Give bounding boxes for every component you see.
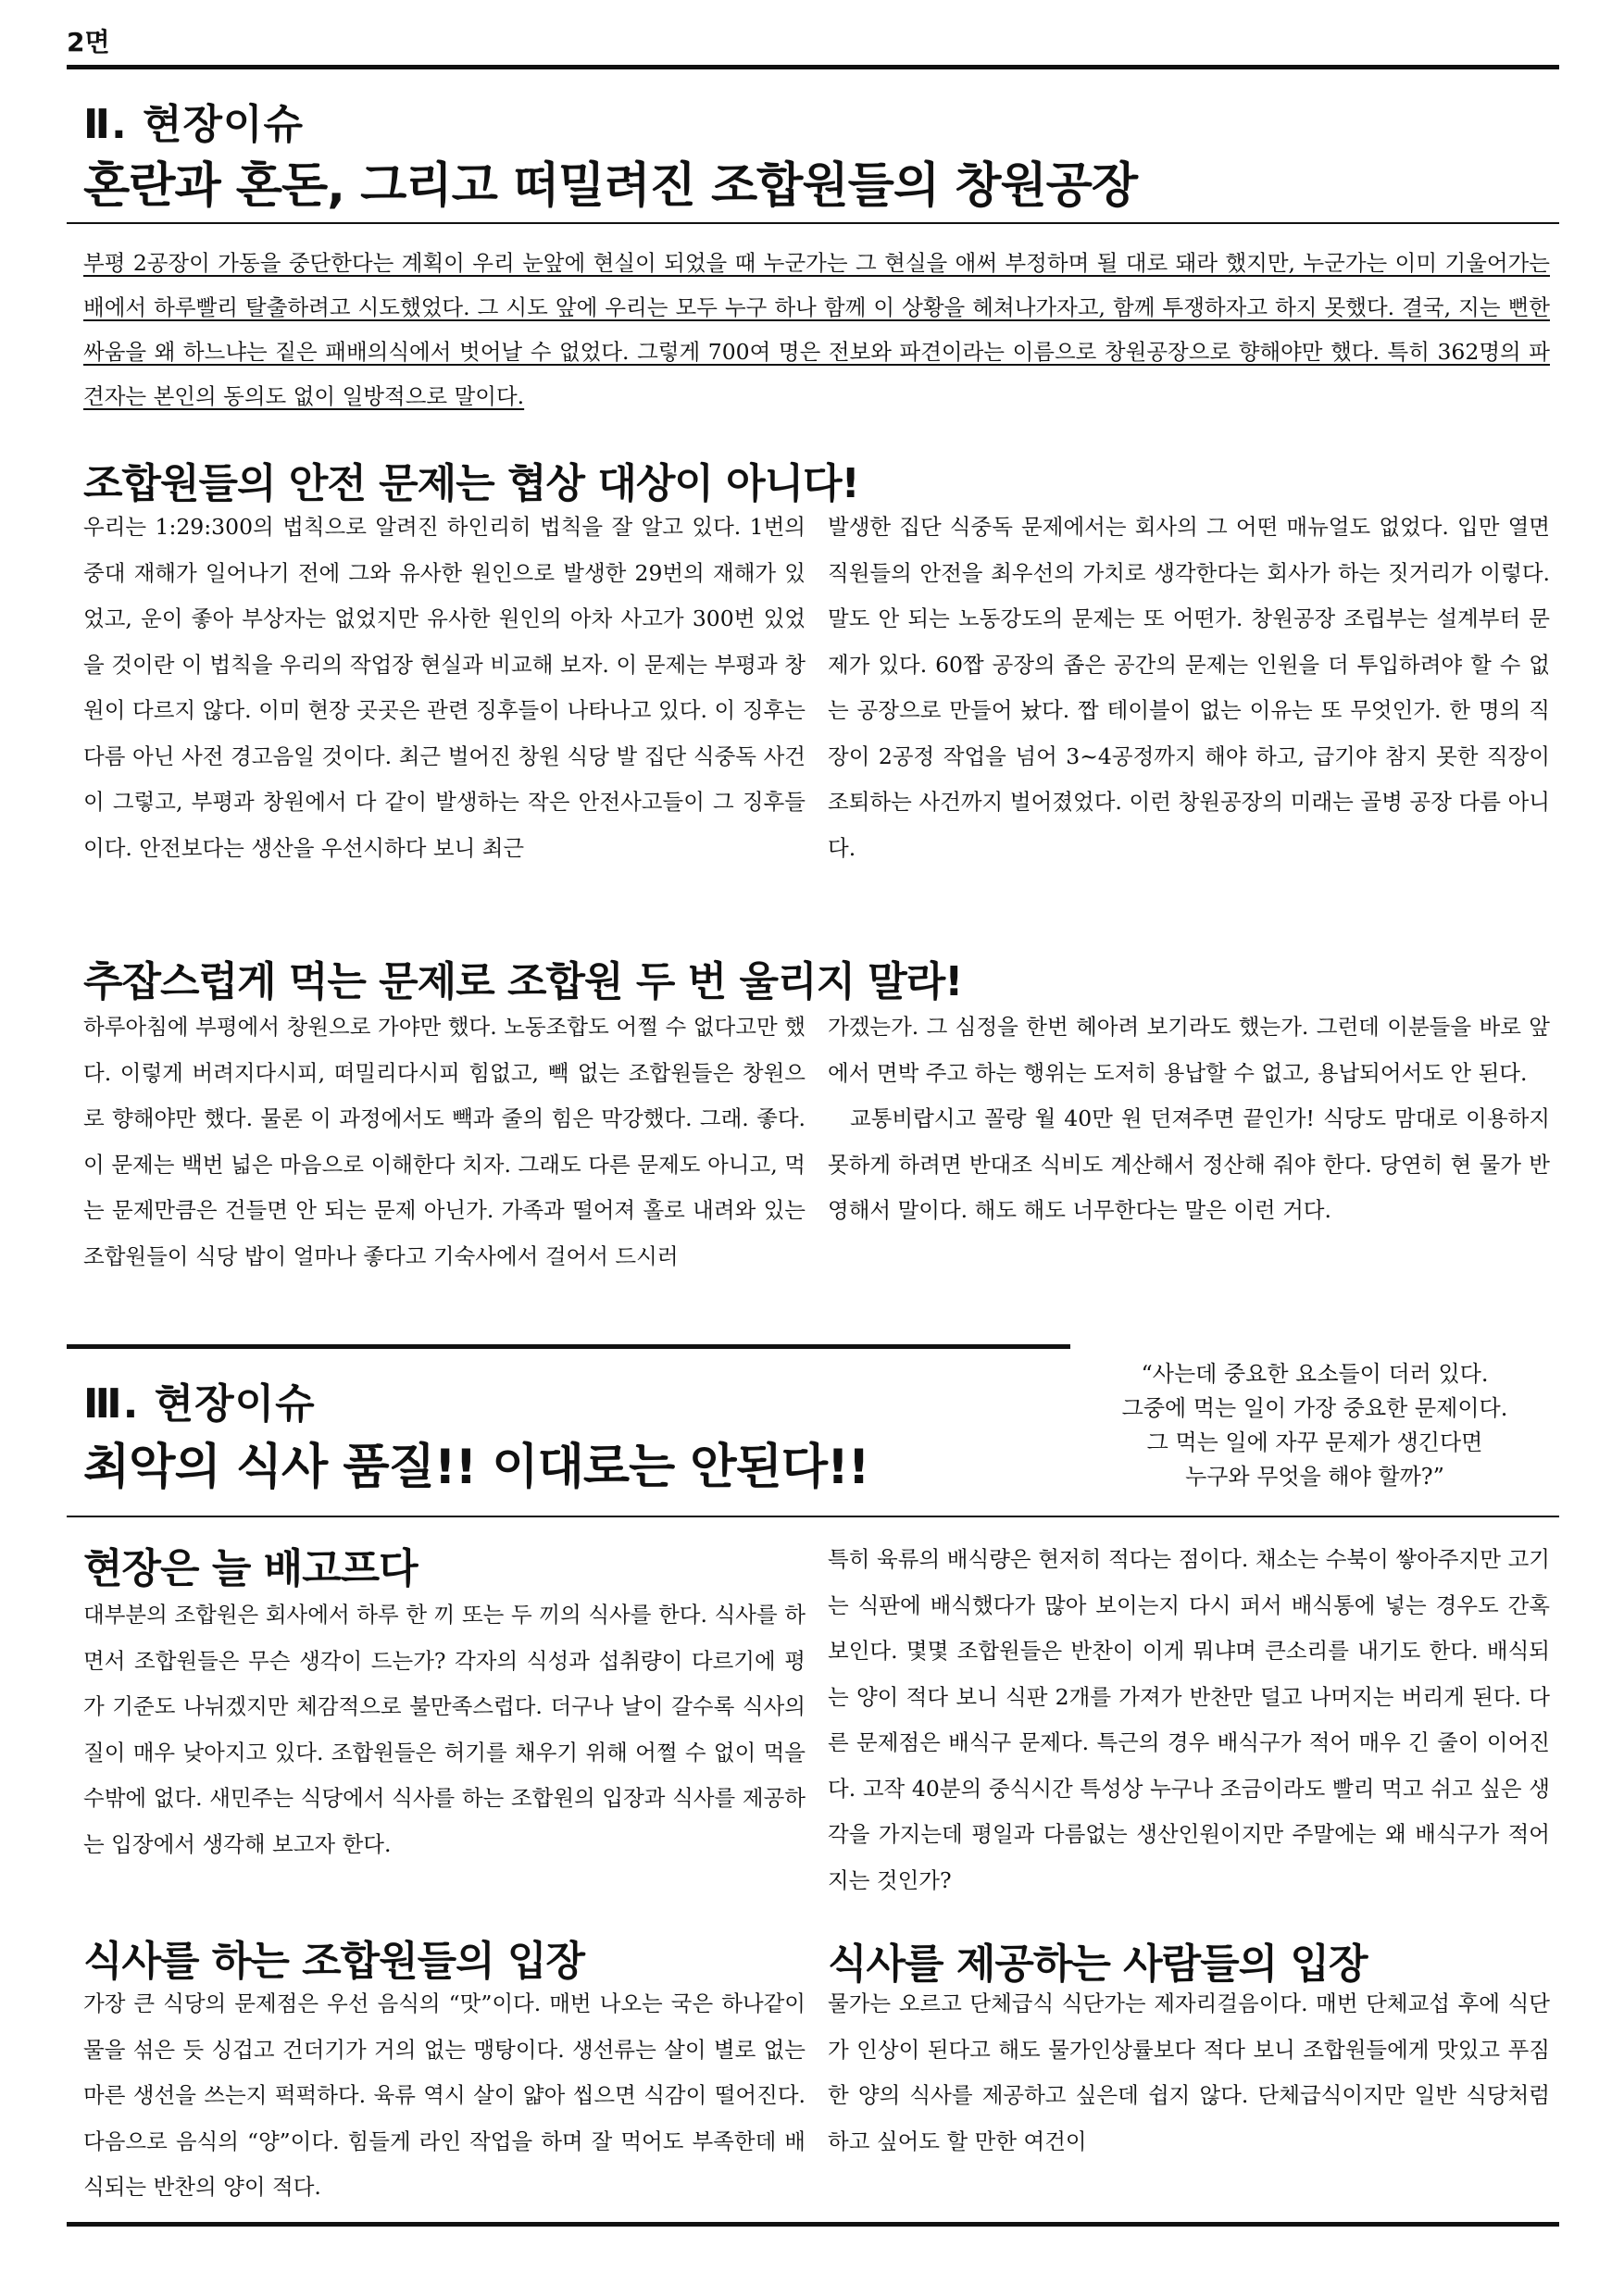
pull-quote (1074, 1357, 1555, 1494)
providers-heading: 식사를 제공하는 사람들의 입장 (828, 1940, 1368, 1988)
pull-quote-line: “사는데 중요한 요소들이 더러 있다. (1141, 1361, 1489, 1387)
meal-right-paragraph: 가겠는가. 그 심정을 한번 헤아려 보기라도 했는가. 그런데 이분들을 바로 앞에서 면박 주고 하는 행위는 도저히 용납할 수 없고, 용납되어서도 안 된다. (828, 1014, 1550, 1086)
safety-heading: 조합원들의 안전 문제는 협상 대상이 아니다! (83, 460, 859, 507)
section2-title: 혼란과 혼돈, 그리고 떠밀려진 조합원들의 창원공장 (83, 158, 1138, 214)
hungry-heading: 현장은 늘 배고프다 (83, 1545, 418, 1592)
safety-left-paragraph: 우리는 1:29:300의 법칙으로 알려진 하인리히 법칙을 잘 알고 있다. 1번의 중대 재해가 일어나기 전에 그와 유사한 원인으로 발생한 29번의 재해가 있었고, 운이 좋아 부상자는 없었지만 유사한 원인의 아차 사고가 300번 있었을 것이란 이 법칙을 우리의 작업장 현실과 비교해 보자. 이 문제는 부평과 창원이 다르지 않다. 이미 현장 곳곳은 관련 징후들이 나타나고 있다. 이 징후는 다름 아닌 사전 경고음일 것이다. 최근 벌어진 창원 식당 발 집단 식중독 사건이 그렇고, 부평과 창원에서 다 같이 발생하는 작은 안전사고들이 그 징후들이다. 안전보다는 생산을 우선시하다 보니 최근 (83, 514, 806, 861)
meal-right-paragraph-2: 교통비랍시고 꼴랑 월 40만 원 던져주면 끝인가! 식당도 맘대로 이용하지 못하게 하려면 반대조 식비도 계산해서 정산해 줘야 한다. 당연히 현 물가 반영해서 말이다. 해도 해도 너무한다는 말은 이런 거다. (828, 1105, 1550, 1223)
providers-text (828, 1981, 1550, 2165)
meal-left-paragraph: 하루아침에 부평에서 창원으로 가야만 했다. 노동조합도 어쩔 수 없다고만 했다. 이렇게 버려지다시피, 떠밀리다시피 힘없고, 빽 없는 조합원들은 창원으로 향해야만 했다. 물론 이 과정에서도 빽과 줄의 힘은 막강했다. 그래. 좋다. 이 문제는 백번 넓은 마음으로 이해한다 치자. 그래도 다른 문제도 아니고, 먹는 문제만큼은 건들면 안 되는 문제 아닌가. 가족과 떨어져 홀로 내려와 있는 조합원들이 식당 밥이 얼마나 좋다고 기숙사에서 걸어서 드시러 (83, 1014, 806, 1269)
providers-paragraph: 물가는 오르고 단체급식 식단가는 제자리걸음이다. 매번 단체교섭 후에 식단가 인상이 된다고 해도 물가인상률보다 적다 보니 조합원들에게 맛있고 푸짐한 양의 식사를 제공하고 싶은데 쉽지 않다. 단체급식이지만 일반 식당처럼 하고 싶어도 할 만한 여건이 (828, 1990, 1550, 2154)
meal-text-right (828, 1004, 1550, 1234)
meal-text-left (83, 1004, 806, 1279)
portion-paragraph: 특히 육류의 배식량은 현저히 적다는 점이다. 채소는 수북이 쌓아주지만 고기는 식판에 배식했다가 많아 보이는지 다시 퍼서 배식통에 넣는 경우도 간혹 보인다. 몇몇 조합원들은 반찬이 이게 뭐냐며 큰소리를 내기도 한다. 배식되는 양이 적다 보니 식판 2개를 가져가 반찬만 덜고 나머지는 버리게 된다. 다른 문제점은 배식구 문제다. 특근의 경우 배식구가 적어 매우 긴 줄이 이어진다. 고작 40분의 중식시간 특성상 누구나 조금이라도 빨리 먹고 쉬고 싶은 생각을 가지는데 평일과 다름없는 생산인원이지만 주말에는 왜 배식구가 적어지는 것인가? (828, 1546, 1550, 1893)
hungry-text (83, 1592, 806, 1867)
hungry-paragraph: 대부분의 조합원은 회사에서 하루 한 끼 또는 두 끼의 식사를 한다. 식사를 하면서 조합원들은 무슨 생각이 드는가? 각자의 식성과 섭취량이 다르기에 평가 기준도 나뉘겠지만 체감적으로 불만족스럽다. 더구나 날이 갈수록 식사의 질이 매우 낮아지고 있다. 조합원들은 허기를 채우기 위해 어쩔 수 없이 먹을 수밖에 없다. 새민주는 식당에서 식사를 하는 조합원의 입장과 식사를 제공하는 입장에서 생각해 보고자 한다. (83, 1602, 806, 1857)
section3-label: Ⅲ. 현장이슈 (83, 1380, 316, 1428)
page-number: 2면 (67, 27, 110, 57)
portion-text (828, 1537, 1550, 1903)
safety-text-left (83, 505, 806, 871)
safety-text-right (828, 505, 1550, 871)
eaters-text (83, 1981, 806, 2211)
section3-top-rule (67, 1344, 1070, 1349)
pull-quote-line: 누구와 무엇을 해야 할까?” (1185, 1464, 1444, 1490)
section2-intro: 부평 2공장이 가동을 중단한다는 계획이 우리 눈앞에 현실이 되었을 때 누군가는 그 현실을 애써 부정하며 될 대로 돼라 했지만, 누군가는 이미 기울어가는 배에서 하루빨리 탈출하려고 시도했었다. 그 시도 앞에 우리는 모두 누구 하나 함께 이 상황을 헤쳐나가자고, 함께 투쟁하자고 하지 못했다. 결국, 지는 뻔한 싸움을 왜 하느냐는 짙은 패배의식에서 벗어날 수 없었다. 그렇게 700여 명은 전보와 파견이라는 이름으로 창원공장으로 향해야만 했다. 특히 362명의 파견자는 본인의 동의도 없이 일방적으로 말이다. (83, 250, 1550, 409)
bottom-rule (67, 2222, 1559, 2227)
section2-label: Ⅱ. 현장이슈 (83, 101, 305, 148)
eaters-paragraph: 가장 큰 식당의 문제점은 우선 음식의 “맛”이다. 매번 나오는 국은 하나같이 물을 섞은 듯 싱겁고 건더기가 거의 없는 맹탕이다. 생선류는 살이 별로 없는 마른 생선을 쓰는지 퍽퍽하다. 육류 역시 살이 얇아 씹으면 식감이 떨어진다. 다음으로 음식의 “양”이다. 힘들게 라인 작업을 하며 잘 먹어도 부족한데 배식되는 반찬의 양이 적다. (83, 1990, 806, 2200)
top-rule (67, 65, 1559, 69)
eaters-heading: 식사를 하는 조합원들의 입장 (83, 1938, 585, 1985)
section3-title-rule (67, 1516, 1559, 1517)
section2-title-rule (67, 222, 1559, 224)
pull-quote-line: 그중에 먹는 일이 가장 중요한 문제이다. (1121, 1395, 1508, 1421)
section3-title: 최악의 식사 품질!! 이대로는 안된다!! (83, 1440, 869, 1495)
safety-right-paragraph: 발생한 집단 식중독 문제에서는 회사의 그 어떤 매뉴얼도 없었다. 입만 열면 직원들의 안전을 최우선의 가치로 생각한다는 회사가 하는 짓거리가 이렇다. 말도 안 되는 노동강도의 문제는 또 어떤가. 창원공장 조립부는 설계부터 문제가 있다. 60짭 공장의 좁은 공간의 문제는 인원을 더 투입하려야 할 수 없는 공장으로 만들어 놨다. 짭 테이블이 없는 이유는 또 무엇인가. 한 명의 직장이 2공정 작업을 넘어 3~4공정까지 해야 하고, 급기야 참지 못한 직장이 조퇴하는 사건까지 벌어졌었다. 이런 창원공장의 미래는 골병 공장 다름 아니다. (828, 514, 1550, 861)
meal-heading: 추잡스럽게 먹는 문제로 조합원 두 번 울리지 말라! (83, 958, 963, 1005)
pull-quote-line: 그 먹는 일에 자꾸 문제가 생긴다면 (1146, 1429, 1483, 1455)
